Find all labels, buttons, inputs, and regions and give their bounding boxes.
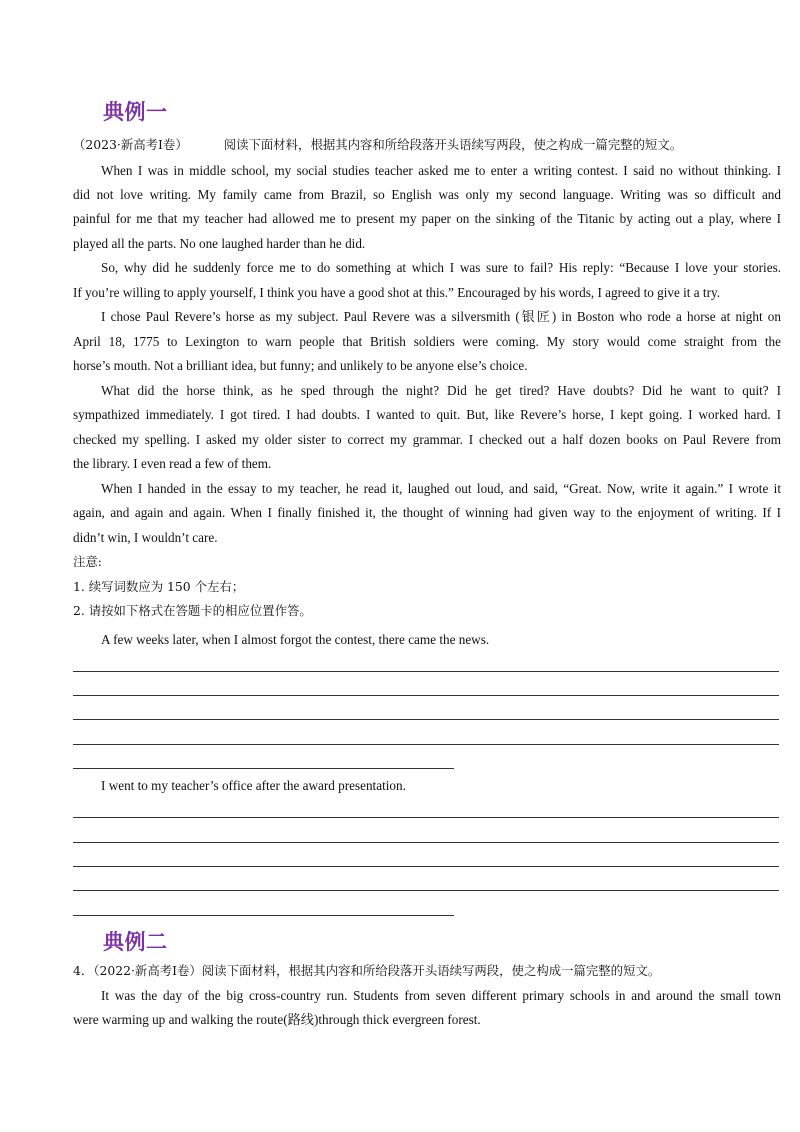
note-item: 1. 续写词数应为 150 个左右； [73, 579, 245, 594]
answer-line [73, 695, 779, 696]
answer-line [73, 890, 779, 891]
passage-line: April 18, 1775 to Lexington to warn people that British soldiers were coming. My story would come straight from the [73, 334, 781, 349]
passage-line: didn’t win, I wouldn’t care. [73, 530, 218, 545]
answer-line [73, 842, 779, 843]
answer-line [73, 719, 779, 720]
instruction-text: 阅读下面材料，根据其内容和所给段落开头语续写两段，使之构成一篇完整的短文。 [223, 137, 683, 152]
passage-line: If you’re willing to apply yourself, I think you have a good shot at this.” Encouraged by his words, I agreed to give it a try. [73, 285, 721, 300]
passage-line: sympathized immediately. I got tired. I had doubts. I wanted to quit. But, like Revere’s horse, I kept going. I worked hard. I [73, 407, 781, 422]
passage-line: When I handed in the essay to my teacher, he read it, laughed out loud, and said, “Great. Now, write it again.” I wrote it [101, 481, 781, 496]
answer-line [73, 817, 779, 818]
paragraph-opening-1: A few weeks later, when I almost forgot the contest, there came the news. [101, 632, 490, 647]
passage-line: It was the day of the big cross-country run. Students from seven different primary schools in and around the small town [101, 988, 781, 1003]
question-instruction-2: 4．（2022·新高考Ⅰ卷）阅读下面材料，根据其内容和所给段落开头语续写两段，使之构成一篇完整的短文。 [73, 963, 661, 978]
note-item: 2. 请按如下格式在答题卡的相应位置作答。 [73, 603, 312, 618]
passage-line: played all the parts. No one laughed harder than he did. [73, 236, 366, 251]
question-source: （2023·新高考Ⅰ卷） [73, 137, 188, 152]
section-heading-example-1: 典例一 [103, 99, 168, 124]
passage-line: again, and again and again. When I finally finished it, the thought of winning had given way to the enjoyment of writing. If I [73, 505, 781, 520]
passage-line: the library. I even read a few of them. [73, 456, 272, 471]
notes-title: 注意: [73, 554, 102, 569]
paragraph-opening-2: I went to my teacher’s office after the award presentation. [101, 778, 406, 793]
passage-line: When I was in middle school, my social studies teacher asked me to enter a writing contest. I said no without thinking. I [101, 163, 781, 178]
answer-line [73, 671, 779, 672]
passage-line: What did the horse think, as he sped through the night? Did he get tired? Have doubts? Did he want to quit? I [101, 383, 781, 398]
answer-line-short [73, 915, 454, 916]
passage-line: did not love writing. My family came from Brazil, so English was only my second language. Writing was so difficult and [73, 187, 781, 202]
answer-line [73, 866, 779, 867]
passage-line: painful for me that my teacher had allowed me to present my paper on the sinking of the Titanic by acting out a play, where I [73, 211, 781, 226]
section-heading-example-2: 典例二 [103, 929, 168, 954]
answer-line-short [73, 768, 454, 769]
answer-line [73, 744, 779, 745]
passage-line: I chose Paul Revere’s horse as my subject. Paul Revere was a silversmith (银匠) in Boston who rode a horse at night on [101, 309, 781, 324]
passage-line: horse’s mouth. Not a brilliant idea, but funny; and unlikely to be anyone else’s choice. [73, 358, 528, 373]
passage-line: were warming up and walking the route(路线)through thick evergreen forest. [73, 1012, 481, 1027]
passage-line: checked my spelling. I asked my older sister to correct my grammar. I checked out a half dozen books on Paul Revere from [73, 432, 781, 447]
passage-line: So, why did he suddenly force me to do something at which I was sure to fail? His reply: “Because I love your stories. [101, 260, 781, 275]
question-instruction [73, 136, 781, 154]
